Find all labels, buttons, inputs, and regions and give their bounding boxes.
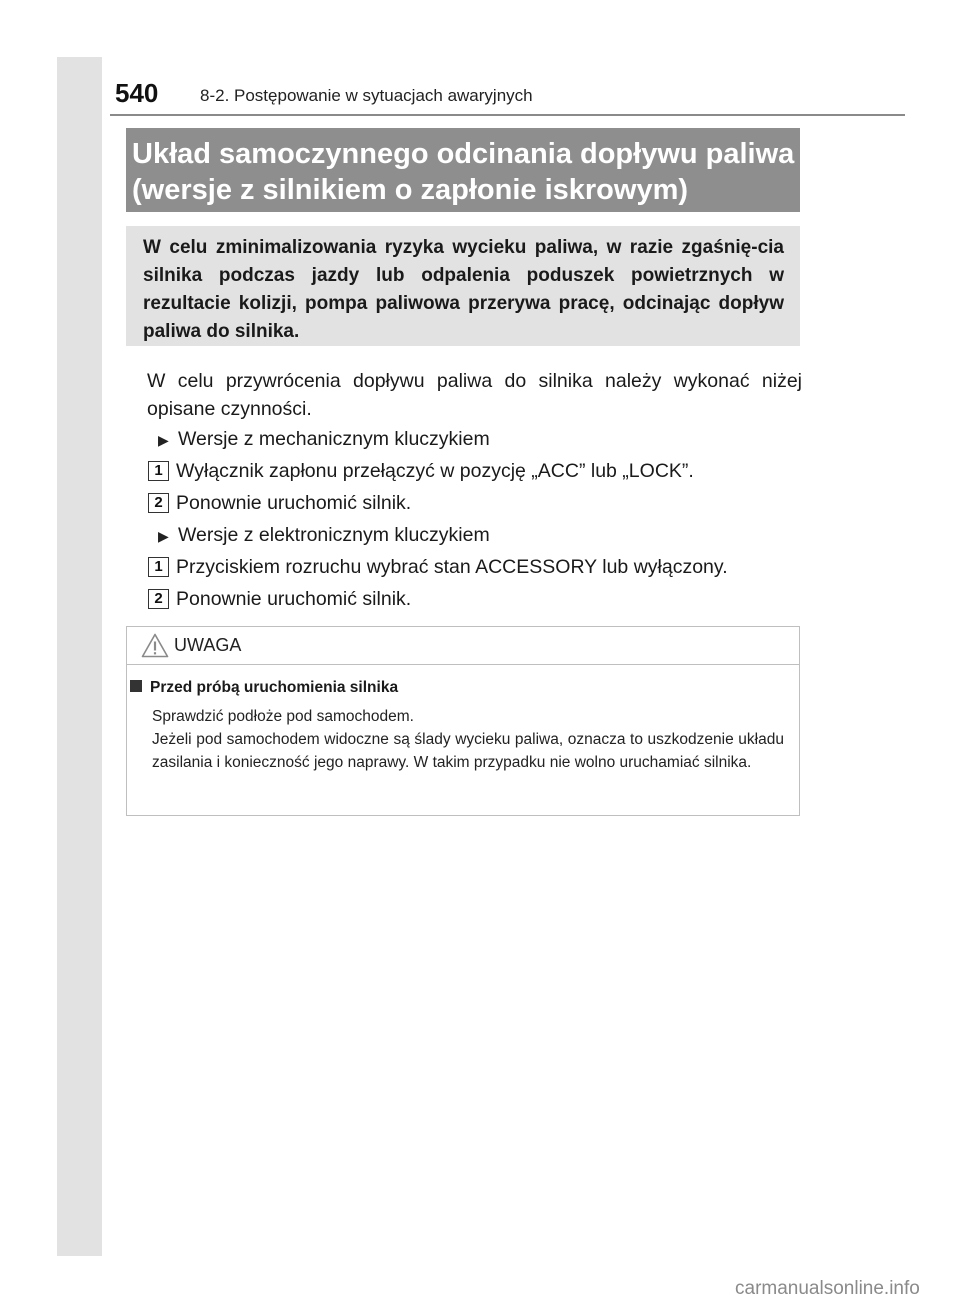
warning-heading xyxy=(127,679,398,697)
watermark: carmanualsonline.info xyxy=(735,1278,920,1299)
step-text: Wyłącznik zapłonu przełączyć w pozycję „ACC” lub „LOCK”. xyxy=(176,460,694,482)
step-item xyxy=(148,458,694,484)
warning-text-line-2: Jeżeli pod samochodem widoczne są ślady wycieku paliwa, oznacza to uszkodzenie układu zasilania i konieczność jego naprawy. W takim przypadku nie wolno uruchamiać silnika. xyxy=(152,731,784,771)
warning-heading-text: Przed próbą uruchomienia silnika xyxy=(150,679,399,696)
step-text: Ponownie uruchomić silnik. xyxy=(176,588,412,610)
triangle-right-icon: ▶ xyxy=(158,528,169,544)
step-number: 1 xyxy=(148,461,169,481)
step-number: 2 xyxy=(148,493,169,513)
warning-triangle-icon xyxy=(141,633,169,663)
step-number: 2 xyxy=(148,589,169,609)
section-title-box xyxy=(126,128,800,212)
warning-label: UWAGA xyxy=(174,635,242,655)
page-number: 540 xyxy=(115,78,159,108)
warning-text-line-1: Sprawdzić podłoże pod samochodem. xyxy=(152,708,414,725)
variant-mechanical-key xyxy=(158,426,490,453)
chapter-title: 8-2. Postępowanie w sytuacjach awaryjnych xyxy=(200,86,533,105)
body-paragraph: W celu przywrócenia dopływu paliwa do silnika należy wykonać niżej opisane czynności. xyxy=(147,370,802,420)
page-margin-strip xyxy=(57,57,102,1256)
variant-label: Wersje z mechanicznym kluczykiem xyxy=(178,428,490,450)
triangle-right-icon: ▶ xyxy=(158,432,169,448)
variant-label: Wersje z elektronicznym kluczykiem xyxy=(178,524,490,546)
step-item xyxy=(148,586,411,612)
warning-text xyxy=(152,705,784,774)
square-bullet-icon xyxy=(130,680,142,692)
step-item xyxy=(148,490,411,516)
section-title-line-1: Układ samoczynnego odcinania dopływu paliwa xyxy=(132,138,795,170)
step-text: Przyciskiem rozruchu wybrać stan ACCESSORY lub wyłączony. xyxy=(176,556,728,578)
page-header xyxy=(110,78,905,116)
step-item xyxy=(148,554,728,580)
variant-electronic-key xyxy=(158,522,490,549)
section-title-line-2: (wersje z silnikiem o zapłonie iskrowym) xyxy=(132,174,689,206)
step-number: 1 xyxy=(148,557,169,577)
warning-header xyxy=(127,627,799,665)
step-text: Ponownie uruchomić silnik. xyxy=(176,492,412,514)
intro-box xyxy=(126,226,800,346)
intro-text: W celu zminimalizowania ryzyka wycieku paliwa, w razie zgaśnię-cia silnika podczas jazdy lub odpalenia poduszek powietrznych w rezultacie kolizji, pompa paliwowa przerywa pracę, odcinając dopływ paliwa do silnika. xyxy=(143,237,784,342)
warning-box xyxy=(126,626,800,816)
